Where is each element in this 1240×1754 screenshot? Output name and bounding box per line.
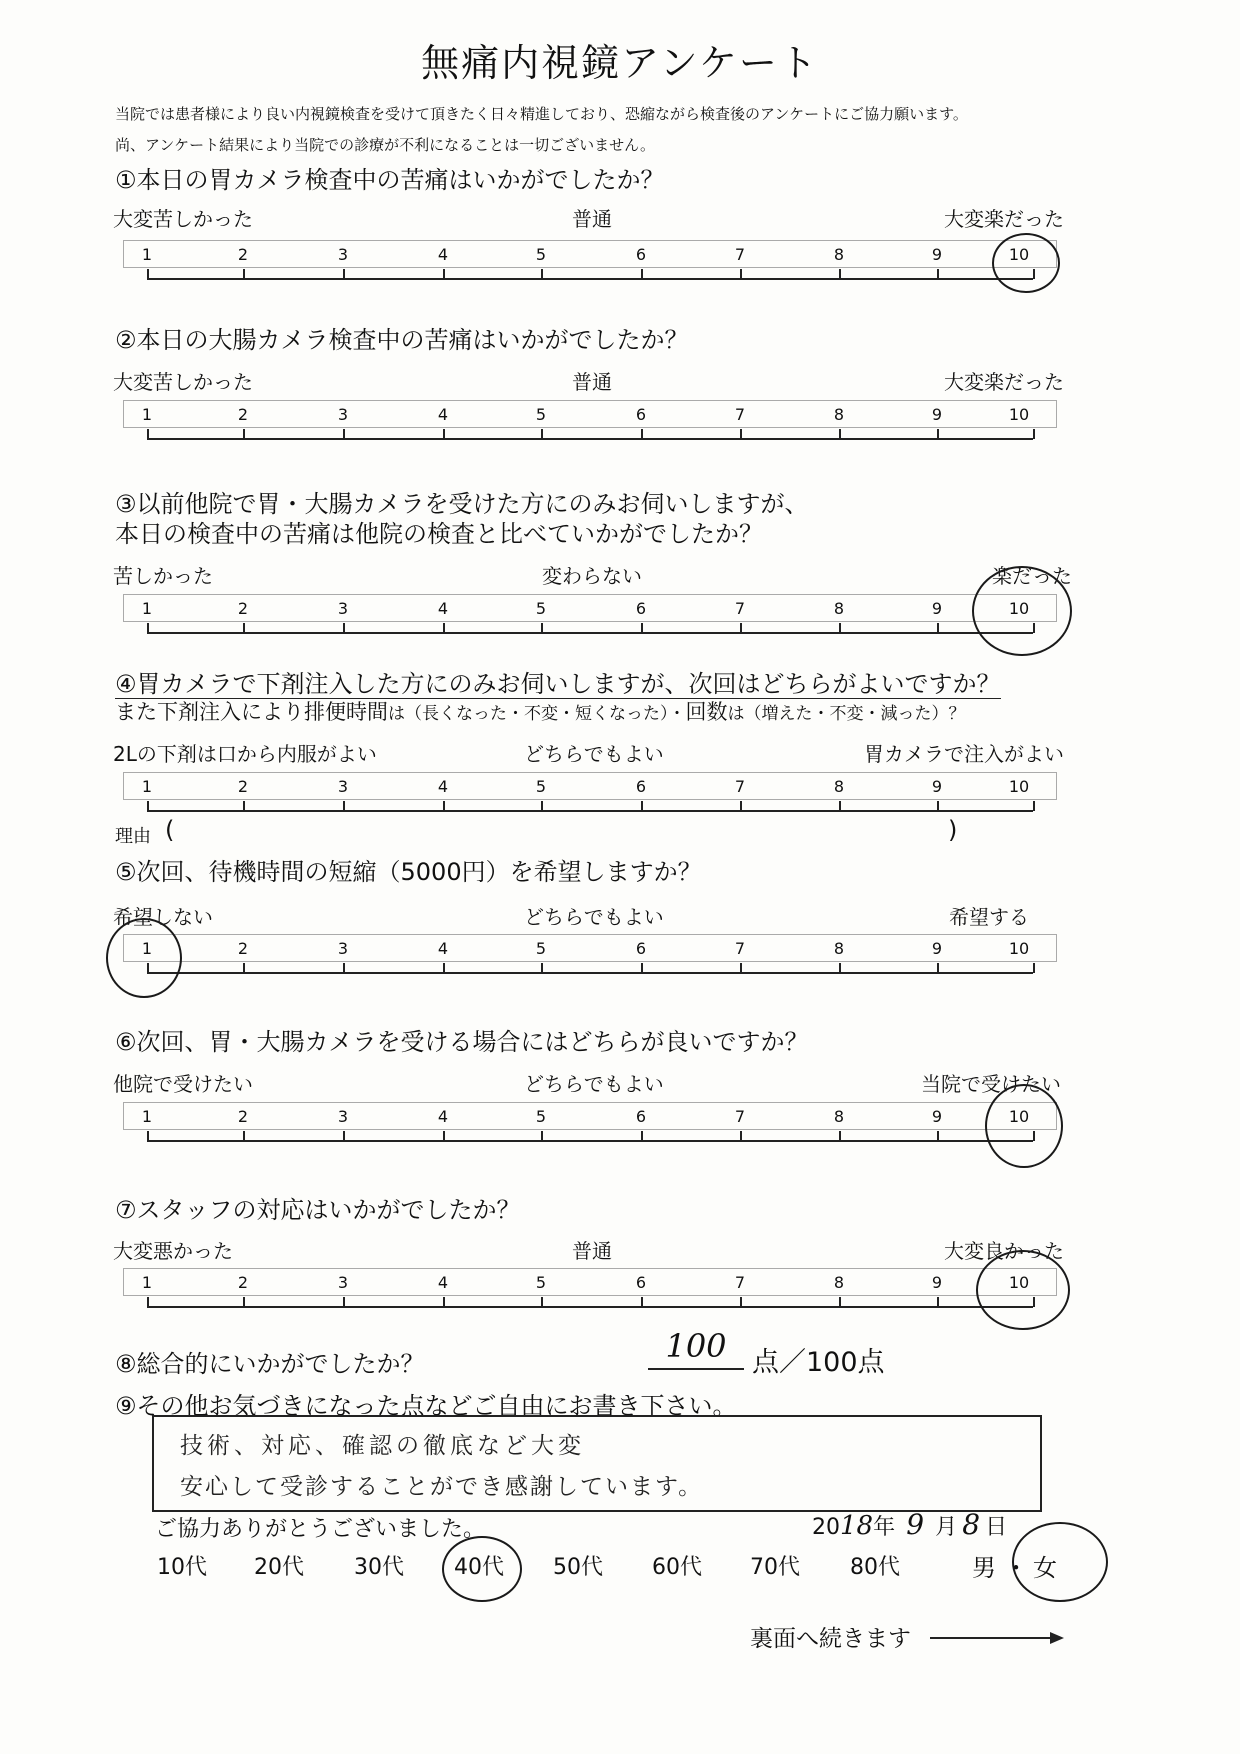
scale-tick: [937, 963, 939, 973]
scale-option-10[interactable]: 10: [1008, 777, 1030, 796]
scale-tick: [343, 1131, 345, 1141]
scale-option-5[interactable]: 5: [535, 777, 547, 796]
q4-reason-open: (: [165, 816, 175, 844]
q1-right-label: 大変楽だった: [944, 207, 1064, 231]
scale-tick: [147, 801, 149, 811]
q7-answer-circle: [976, 1250, 1070, 1330]
scale-option-5[interactable]: 5: [535, 1107, 547, 1126]
scale-option-8[interactable]: 8: [833, 405, 845, 424]
date-year: 18: [840, 1511, 874, 1541]
scale-tick: [839, 623, 841, 633]
age-option-70s[interactable]: 70代: [750, 1555, 800, 1580]
scale-tick: [443, 623, 445, 633]
scale-option-7[interactable]: 7: [734, 405, 746, 424]
q4-reason-label: 理由: [115, 826, 151, 847]
q2-left-label: 大変苦しかった: [113, 370, 253, 394]
scale-tick: [641, 269, 643, 279]
scale-tick: [937, 801, 939, 811]
scale-option-7[interactable]: 7: [734, 777, 746, 796]
q5-rating-scale[interactable]: [123, 934, 1057, 980]
q3-mid-label: 変わらない: [542, 564, 642, 588]
scale-tick: [740, 269, 742, 279]
scale-tick: [443, 1131, 445, 1141]
scale-box: [123, 400, 1057, 428]
scale-tick: [243, 1297, 245, 1307]
q4-rating-scale[interactable]: [123, 772, 1057, 818]
scale-option-5[interactable]: 5: [535, 245, 547, 264]
q4-reason-close: ): [948, 816, 958, 844]
scale-box: [123, 772, 1057, 800]
q7-rating-scale[interactable]: [123, 1268, 1057, 1314]
scale-tick: [839, 1297, 841, 1307]
q4-reason-input[interactable]: [190, 818, 930, 844]
scale-option-4[interactable]: 4: [437, 1273, 449, 1292]
q4-mid-label: どちらでもよい: [524, 742, 664, 766]
scale-option-2[interactable]: 2: [237, 1273, 249, 1292]
scale-tick: [243, 429, 245, 439]
date-field[interactable]: [812, 1508, 1007, 1541]
q1-rating-scale[interactable]: [123, 240, 1057, 286]
scale-tick: [243, 963, 245, 973]
intro-line-1: 当院では患者様により良い内視鏡検査を受けて頂きたく日々精進しており、恐縮ながら検査後のアンケートにご協力願います。: [115, 105, 968, 123]
scale-tick: [839, 963, 841, 973]
scale-tick: [740, 429, 742, 439]
q2-mid-label: 普通: [572, 370, 612, 394]
q9-text: ⑨その他お気づきになった点などご自由にお書き下さい。: [115, 1392, 737, 1420]
scale-option-8[interactable]: 8: [833, 1107, 845, 1126]
q4-left-label: 2Lの下剤は口から内服がよい: [113, 742, 377, 766]
age-answer-circle: [442, 1536, 522, 1602]
scale-tick: [147, 269, 149, 279]
scale-option-6[interactable]: 6: [635, 599, 647, 618]
scale-tick: [343, 623, 345, 633]
scale-tick: [147, 1131, 149, 1141]
scale-tick: [641, 1131, 643, 1141]
gender-separator: ・: [1004, 1554, 1028, 1582]
scale-box: [123, 240, 1057, 268]
scale-option-3[interactable]: 3: [337, 1107, 349, 1126]
scale-tick: [541, 801, 543, 811]
scale-tick: [343, 801, 345, 811]
q3-right-label: 楽だった: [992, 564, 1072, 588]
scale-option-9[interactable]: 9: [931, 599, 943, 618]
scale-tick: [443, 429, 445, 439]
scale-option-5[interactable]: 5: [535, 1273, 547, 1292]
scale-tick: [740, 623, 742, 633]
scale-tick: [641, 963, 643, 973]
scale-option-3[interactable]: 3: [337, 599, 349, 618]
scale-option-8[interactable]: 8: [833, 1273, 845, 1292]
scale-option-4[interactable]: 4: [437, 599, 449, 618]
scale-tick: [740, 963, 742, 973]
scale-tick: [243, 1131, 245, 1141]
scale-option-5[interactable]: 5: [535, 405, 547, 424]
scale-option-10[interactable]: 10: [1008, 245, 1030, 264]
scale-tick: [243, 801, 245, 811]
scale-tick: [541, 429, 543, 439]
q9-comment-box[interactable]: [152, 1415, 1042, 1512]
scale-baseline: [147, 972, 1033, 974]
scale-tick: [147, 623, 149, 633]
q2-rating-scale[interactable]: [123, 400, 1057, 446]
scale-tick: [937, 1131, 939, 1141]
q4-count: 回数: [685, 700, 728, 724]
scale-tick: [839, 429, 841, 439]
gender-option-female[interactable]: 女: [1033, 1554, 1057, 1582]
scale-option-4[interactable]: 4: [437, 405, 449, 424]
scale-tick: [641, 1297, 643, 1307]
q4-text-line-2: [115, 696, 966, 726]
scale-option-9[interactable]: 9: [931, 939, 943, 958]
scale-tick: [839, 1131, 841, 1141]
scale-option-5[interactable]: 5: [535, 939, 547, 958]
scale-tick: [343, 963, 345, 973]
scale-option-6[interactable]: 6: [635, 1107, 647, 1126]
scale-option-6[interactable]: 6: [635, 1273, 647, 1292]
q5-mid-label: どちらでもよい: [524, 905, 664, 929]
scale-option-3[interactable]: 3: [337, 939, 349, 958]
scale-tick: [740, 1131, 742, 1141]
gender-answer-circle: [1012, 1522, 1108, 1602]
scale-tick: [641, 623, 643, 633]
scale-option-7[interactable]: 7: [734, 1273, 746, 1292]
scale-option-7[interactable]: 7: [734, 599, 746, 618]
q1-text: ①本日の胃カメラ検査中の苦痛はいかがでしたか？: [115, 166, 665, 194]
scale-tick: [740, 801, 742, 811]
q5-left-label: 希望しない: [113, 905, 213, 929]
scale-box: [123, 934, 1057, 962]
q7-left-label: 大変悪かった: [113, 1239, 233, 1263]
scale-baseline: [147, 1306, 1033, 1308]
scale-option-3[interactable]: 3: [337, 405, 349, 424]
scale-tick: [1033, 963, 1035, 973]
q8-text: ⑧総合的にいかがでしたか？: [115, 1350, 425, 1378]
scale-tick: [1033, 429, 1035, 439]
scale-option-6[interactable]: 6: [635, 405, 647, 424]
date-day: 8: [962, 1508, 981, 1541]
scale-tick: [443, 269, 445, 279]
scale-tick: [937, 1297, 939, 1307]
scale-tick: [740, 1297, 742, 1307]
scale-option-3[interactable]: 3: [337, 777, 349, 796]
q6-rating-scale[interactable]: [123, 1102, 1057, 1148]
scale-tick: [541, 1297, 543, 1307]
scale-box: [123, 1268, 1057, 1296]
scale-option-9[interactable]: 9: [931, 405, 943, 424]
intro-line-2: 尚、アンケート結果により当院での診療が不利になることは一切ございません。: [115, 136, 656, 154]
scale-option-8[interactable]: 8: [833, 245, 845, 264]
scale-option-2[interactable]: 2: [237, 939, 249, 958]
q3-left-label: 苦しかった: [113, 564, 213, 588]
scale-option-10[interactable]: 10: [1008, 405, 1030, 424]
scale-tick: [839, 269, 841, 279]
scale-option-1[interactable]: 1: [141, 939, 153, 958]
scale-option-10[interactable]: 10: [1008, 1273, 1030, 1292]
scale-option-6[interactable]: 6: [635, 939, 647, 958]
scale-tick: [443, 1297, 445, 1307]
scale-option-8[interactable]: 8: [833, 777, 845, 796]
scale-tick: [443, 963, 445, 973]
age-option-10s[interactable]: 10代: [157, 1555, 207, 1580]
scale-tick: [937, 623, 939, 633]
continue-note: 裏面へ続きます: [750, 1626, 911, 1652]
q1-left-label: 大変苦しかった: [113, 207, 253, 231]
scale-tick: [541, 269, 543, 279]
scale-option-2[interactable]: 2: [237, 245, 249, 264]
age-option-60s[interactable]: 60代: [652, 1555, 702, 1580]
scale-option-6[interactable]: 6: [635, 777, 647, 796]
scale-option-10[interactable]: 10: [1008, 1107, 1030, 1126]
thanks-message: ご協力ありがとうございました。: [155, 1517, 486, 1542]
scale-option-10[interactable]: 10: [1008, 599, 1030, 618]
scale-option-9[interactable]: 9: [931, 245, 943, 264]
scale-option-1[interactable]: 1: [141, 1273, 153, 1292]
scale-box: [123, 594, 1057, 622]
scale-tick: [343, 1297, 345, 1307]
scale-tick: [147, 1297, 149, 1307]
scale-baseline: [147, 632, 1033, 634]
scale-tick: [839, 801, 841, 811]
scale-option-4[interactable]: 4: [437, 777, 449, 796]
q1-answer-circle: [992, 233, 1060, 293]
scale-tick: [443, 801, 445, 811]
q6-text: ⑥次回、胃・大腸カメラを受ける場合にはどちらが良いですか？: [115, 1028, 809, 1056]
scale-option-8[interactable]: 8: [833, 599, 845, 618]
scale-option-1[interactable]: 1: [141, 245, 153, 264]
scale-option-3[interactable]: 3: [337, 1273, 349, 1292]
scale-option-2[interactable]: 2: [237, 777, 249, 796]
scale-tick: [343, 269, 345, 279]
q9-comment-line-1: 技術、対応、確認の徹底など大変: [180, 1433, 585, 1459]
scale-option-7[interactable]: 7: [734, 1107, 746, 1126]
scale-option-4[interactable]: 4: [437, 245, 449, 264]
scale-baseline: [147, 1140, 1033, 1142]
q4-question: ④胃カメラで下剤注入した方にのみお伺いしますが、次回はどちらがよいですか？: [115, 670, 1001, 698]
q4-count-options: は（増えた・不変・減った）？: [727, 704, 966, 724]
date-day-label: 日: [985, 1515, 1008, 1540]
q4-defecation-time: また下剤注入により排便時間: [115, 700, 388, 724]
scale-option-7[interactable]: 7: [734, 939, 746, 958]
age-option-80s[interactable]: 80代: [850, 1555, 900, 1580]
q8-score-input[interactable]: 100: [648, 1324, 744, 1370]
scale-tick: [243, 269, 245, 279]
scale-tick: [147, 429, 149, 439]
scale-option-4[interactable]: 4: [437, 939, 449, 958]
scale-tick: [541, 1131, 543, 1141]
scale-option-5[interactable]: 5: [535, 599, 547, 618]
date-month: 9: [906, 1508, 925, 1541]
scale-option-1[interactable]: 1: [141, 599, 153, 618]
scale-baseline: [147, 810, 1033, 812]
q7-mid-label: 普通: [572, 1239, 612, 1263]
q4-text-line-1: [115, 664, 1001, 699]
scale-option-2[interactable]: 2: [237, 599, 249, 618]
scale-option-3[interactable]: 3: [337, 245, 349, 264]
scale-option-9[interactable]: 9: [931, 777, 943, 796]
q9-comment-line-2: 安心して受診することができ感謝しています。: [180, 1474, 704, 1500]
scale-option-1[interactable]: 1: [141, 777, 153, 796]
q3-text-line-1: ③以前他院で胃・大腸カメラを受けた方にのみお伺いしますが、: [115, 490, 809, 518]
q8-score-suffix: 点／100点: [752, 1347, 885, 1378]
q7-text: ⑦スタッフの対応はいかがでしたか？: [115, 1196, 521, 1224]
scale-tick: [1033, 801, 1035, 811]
scale-tick: [937, 269, 939, 279]
date-prefix: 20: [812, 1515, 840, 1540]
age-option-40s[interactable]: 40代: [454, 1555, 504, 1580]
scale-option-10[interactable]: 10: [1008, 939, 1030, 958]
scale-tick: [541, 623, 543, 633]
scale-option-1[interactable]: 1: [141, 405, 153, 424]
scale-option-2[interactable]: 2: [237, 1107, 249, 1126]
scale-option-7[interactable]: 7: [734, 245, 746, 264]
q6-mid-label: どちらでもよい: [524, 1072, 664, 1096]
age-option-50s[interactable]: 50代: [553, 1555, 603, 1580]
scale-tick: [641, 801, 643, 811]
survey-title: 無痛内視鏡アンケート: [421, 41, 819, 85]
q3-text-line-2: 本日の検査中の苦痛は他院の検査と比べていかがでしたか？: [115, 520, 763, 548]
scale-option-9[interactable]: 9: [931, 1107, 943, 1126]
q5-right-label: 希望する: [949, 905, 1029, 929]
scale-option-4[interactable]: 4: [437, 1107, 449, 1126]
scale-option-1[interactable]: 1: [141, 1107, 153, 1126]
q2-right-label: 大変楽だった: [944, 370, 1064, 394]
q4-right-label: 胃カメラで注入がよい: [864, 742, 1064, 766]
scale-tick: [541, 963, 543, 973]
scale-baseline: [147, 438, 1033, 440]
arrow-right-icon: [930, 1628, 1066, 1648]
q5-answer-circle: [106, 918, 182, 998]
date-month-label: 月: [935, 1515, 958, 1540]
scale-option-9[interactable]: 9: [931, 1273, 943, 1292]
scale-tick: [641, 429, 643, 439]
q7-right-label: 大変良かった: [944, 1239, 1064, 1263]
q2-text: ②本日の大腸カメラ検査中の苦痛はいかがでしたか？: [115, 326, 689, 354]
age-option-20s[interactable]: 20代: [254, 1555, 304, 1580]
gender-option-male[interactable]: 男: [972, 1554, 996, 1582]
scale-baseline: [147, 278, 1033, 280]
scale-option-6[interactable]: 6: [635, 245, 647, 264]
scale-tick: [343, 429, 345, 439]
scale-box: [123, 1102, 1057, 1130]
q5-text: ⑤次回、待機時間の短縮（5000円）を希望しますか？: [115, 858, 702, 886]
scale-tick: [243, 623, 245, 633]
q3-rating-scale[interactable]: [123, 594, 1057, 640]
q6-left-label: 他院で受けたい: [113, 1072, 253, 1096]
scale-option-2[interactable]: 2: [237, 405, 249, 424]
q3-answer-circle: [972, 566, 1072, 656]
scale-tick: [937, 429, 939, 439]
age-option-30s[interactable]: 30代: [354, 1555, 404, 1580]
q4-time-options: は（長くなった・不変・短くなった）・: [388, 704, 686, 724]
q6-right-label: 当院で受けたい: [921, 1072, 1061, 1096]
q1-mid-label: 普通: [572, 207, 612, 231]
q6-answer-circle: [985, 1084, 1063, 1168]
scale-option-8[interactable]: 8: [833, 939, 845, 958]
date-year-label: 年: [873, 1515, 896, 1540]
